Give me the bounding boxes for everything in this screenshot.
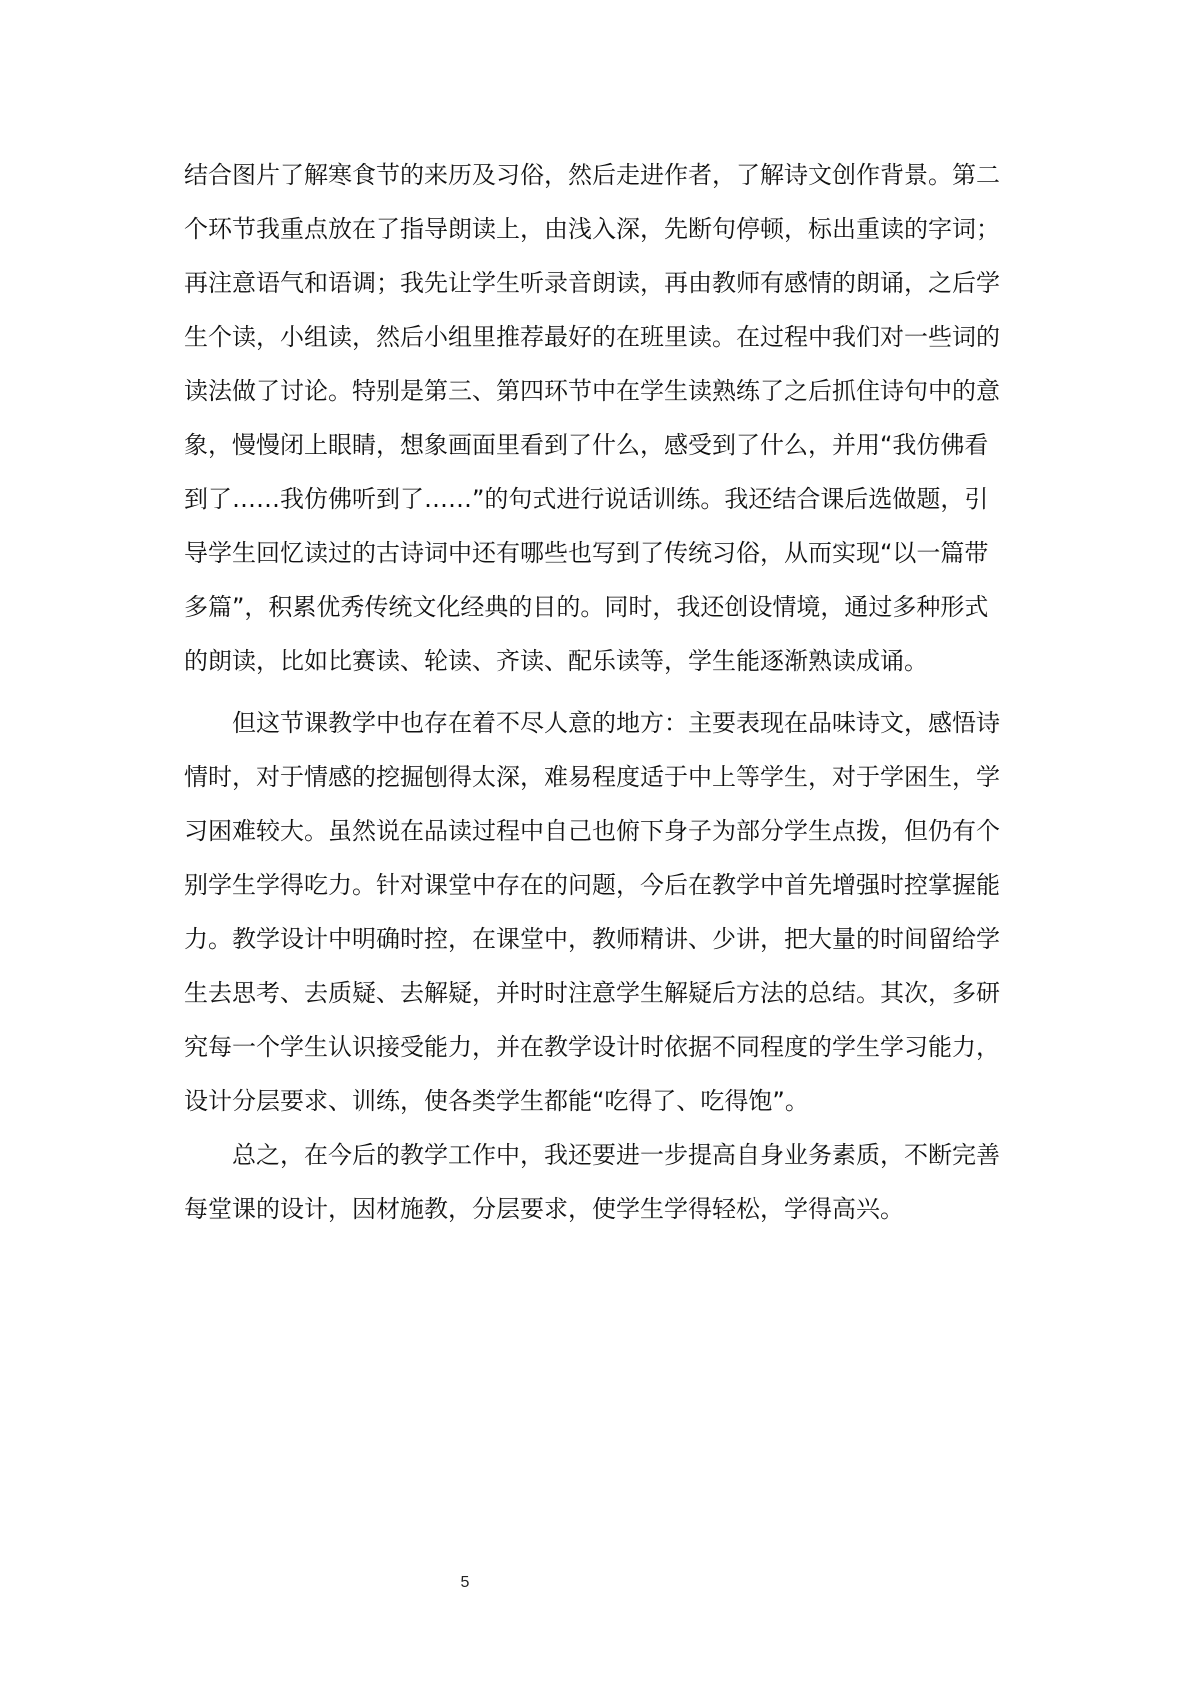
paragraph-gap bbox=[184, 688, 1014, 696]
text-line: 设计分层要求、训练，使各类学生都能“吃得了、吃得饱”。 bbox=[184, 1087, 809, 1115]
text-line: 个环节我重点放在了指导朗读上，由浅入深，先断句停顿，标出重读的字词； bbox=[184, 215, 1000, 243]
text-line: 每堂课的设计，因材施教，分层要求，使学生学得轻松，学得高兴。 bbox=[184, 1195, 904, 1223]
text-line: 总之，在今后的教学工作中，我还要进一步提高自身业务素质，不断完善 bbox=[184, 1141, 1000, 1169]
text-line: 别学生学得吃力。针对课堂中存在的问题，今后在教学中首先增强时控掌握能 bbox=[184, 871, 1000, 899]
page-number: 5 bbox=[460, 1574, 470, 1591]
text-line: 再注意语气和语调；我先让学生听录音朗读，再由教师有感情的朗诵，之后学 bbox=[184, 269, 1000, 297]
text-line: 到了……我仿佛听到了……”的句式进行说话训练。我还结合课后选做题，引 bbox=[184, 485, 989, 513]
paragraph-1 bbox=[184, 148, 1014, 688]
document-body bbox=[184, 148, 1014, 1236]
text-line: 多篇”，积累优秀传统文化经典的目的。同时，我还创设情境，通过多种形式 bbox=[184, 593, 989, 621]
paragraph-2 bbox=[184, 696, 1014, 1128]
text-line: 但这节课教学中也存在着不尽人意的地方：主要表现在品味诗文，感悟诗 bbox=[184, 709, 1000, 737]
text-line: 习困难较大。虽然说在品读过程中自己也俯下身子为部分学生点拨，但仍有个 bbox=[184, 817, 1000, 845]
text-line: 结合图片了解寒食节的来历及习俗，然后走进作者，了解诗文创作背景。第二 bbox=[184, 161, 1000, 189]
text-line: 读法做了讨论。特别是第三、第四环节中在学生读熟练了之后抓住诗句中的意 bbox=[184, 377, 1000, 405]
paragraph-3 bbox=[184, 1128, 1014, 1236]
text-line: 象，慢慢闭上眼睛，想象画面里看到了什么，感受到了什么，并用“我仿佛看 bbox=[184, 431, 989, 459]
text-line: 究每一个学生认识接受能力，并在教学设计时依据不同程度的学生学习能力， bbox=[184, 1033, 1000, 1061]
text-line: 力。教学设计中明确时控，在课堂中，教师精讲、少讲，把大量的时间留给学 bbox=[184, 925, 1000, 953]
text-line: 情时，对于情感的挖掘刨得太深，难易程度适于中上等学生，对于学困生，学 bbox=[184, 763, 1000, 791]
text-line: 导学生回忆读过的古诗词中还有哪些也写到了传统习俗，从而实现“以一篇带 bbox=[184, 539, 989, 567]
text-line: 生个读，小组读，然后小组里推荐最好的在班里读。在过程中我们对一些词的 bbox=[184, 323, 1000, 351]
text-line: 生去思考、去质疑、去解疑，并时时注意学生解疑后方法的总结。其次，多研 bbox=[184, 979, 1000, 1007]
text-line: 的朗读，比如比赛读、轮读、齐读、配乐读等，学生能逐渐熟读成诵。 bbox=[184, 647, 928, 675]
